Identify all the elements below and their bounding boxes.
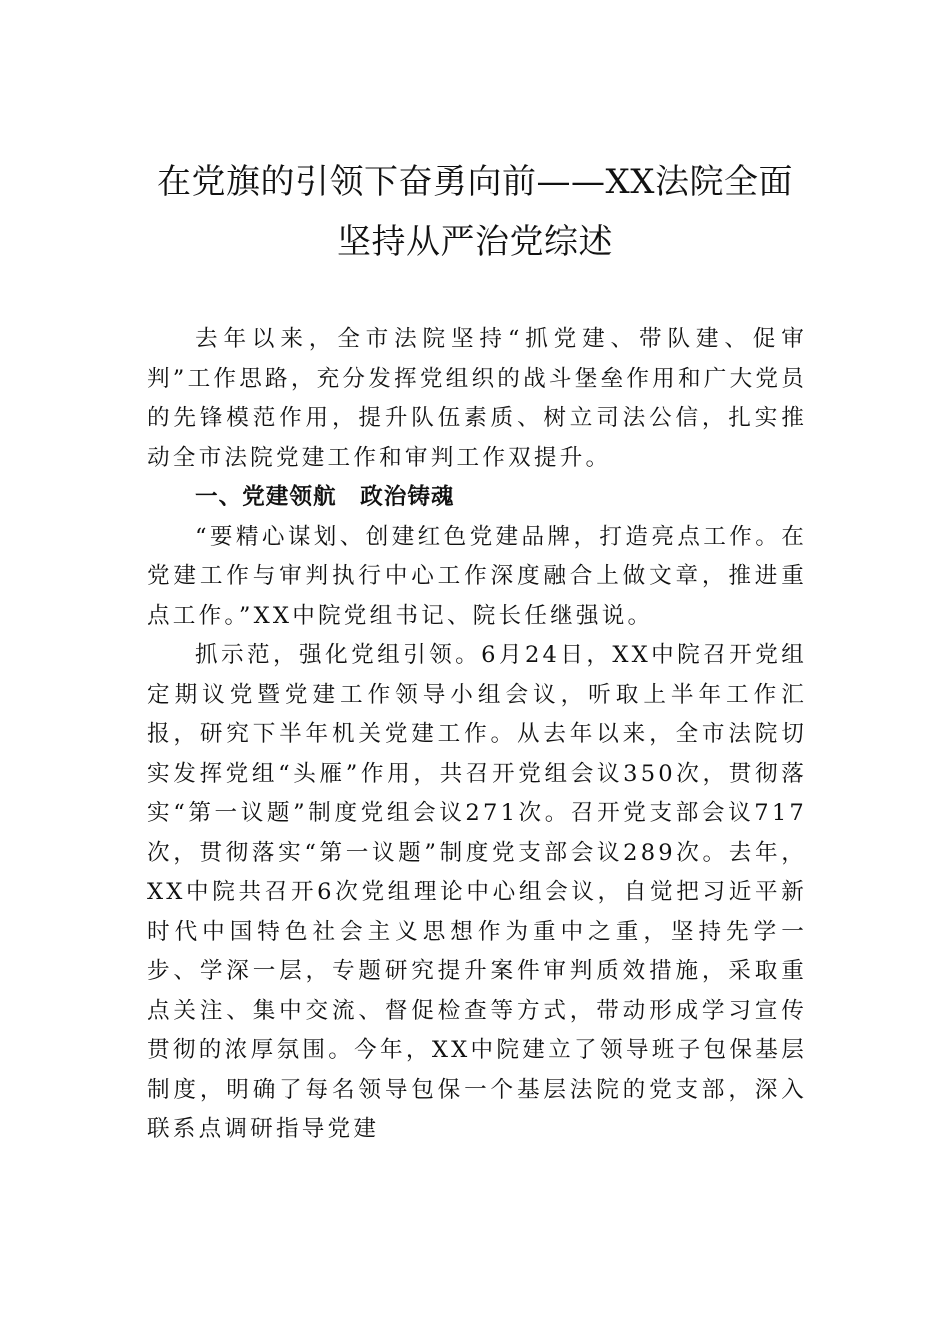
title-line-2: 坚持从严治党综述 [337, 222, 613, 262]
section-heading: 一、党建领航 政治铸魂 [195, 484, 455, 510]
body-paragraph: 抓示范，强化党组引领。6月24日，XX中院召开党组定期议党暨党建工作领导小组会议，听取上半年工作汇报，研究下半年机关党建工作。从去年以来，全市法院切实发挥党组“头雁”作用，共召开党组会议350次，贯彻落实“第一议题”制度党组会议271次。召开党支部会议717次，贯彻落实“第一议题”制度党支部会议289次。去年，XX中院共召开6次党组理论中心组会议，自觉把习近平新时代中国特色社会主义思想作为重中之重，坚持先学一步、学深一层，专题研究提升案件审判质效措施，采取重点关注、集中交流、督促检查等方式，带动形成学习宣传贯彻的浓厚氛围。今年，XX中院建立了领导班子包保基层制度，明确了每名领导包保一个基层法院的党支部，深入联系点调研指导党建 [147, 642, 807, 1142]
title-line-1: 在党旗的引领下奋勇向前——XX法院全面 [157, 162, 793, 202]
intro-paragraph: 去年以来，全市法院坚持“抓党建、带队建、促审判”工作思路，充分发挥党组织的战斗堡垒作用和广大党员的先锋模范作用，提升队伍素质、树立司法公信，扎实推动全市法院党建工作和审判工作双提升。 [147, 326, 807, 471]
document-body [147, 320, 807, 1150]
quote-paragraph: “要精心谋划、创建红色党建品牌，打造亮点工作。在党建工作与审判执行中心工作深度融合上做文章，推进重点工作。”XX中院党组书记、院长任继强说。 [147, 523, 807, 629]
document-title [120, 152, 830, 272]
